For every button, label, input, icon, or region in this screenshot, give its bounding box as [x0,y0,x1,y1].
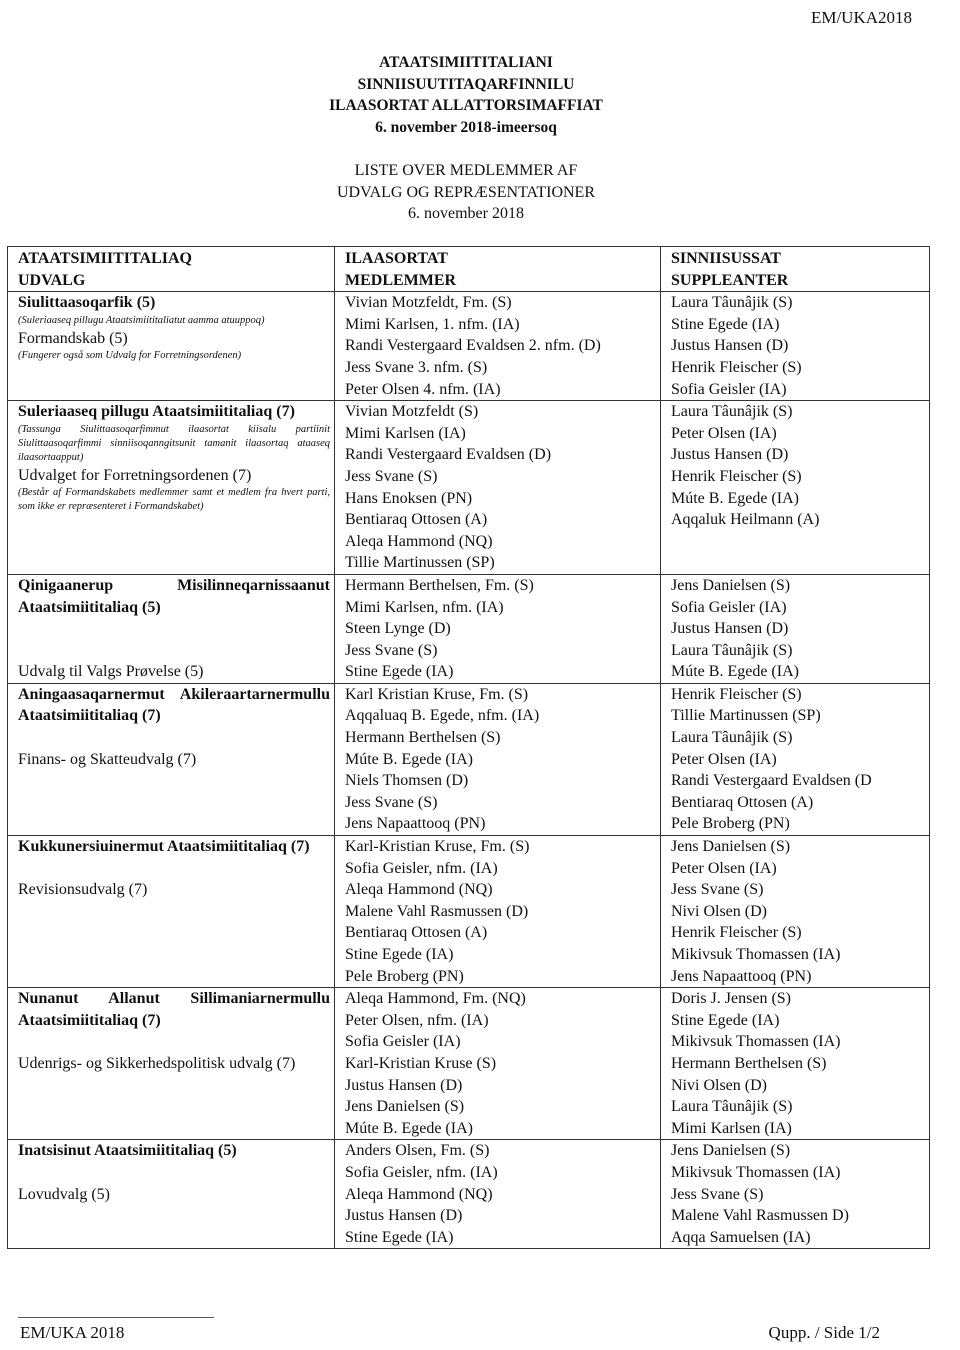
substitute-name: Jens Danielsen (S) [671,1142,791,1160]
member-name: Vivian Motzfeldt (S) [345,403,479,421]
footer-rule [18,1317,214,1318]
member-name: Peter Olsen, nfm. (IA) [345,1011,489,1029]
member-name: Karl Kristian Kruse, Fm. (S) [345,685,529,703]
table-row [8,836,930,988]
substitute-name: Tillie Martinussen (SP) [671,707,821,725]
header-line: ATAATSIMIITITALIAQ [18,250,192,267]
committee-name-kl: Inatsisinut Ataatsimiititaliaq (5) [18,1142,237,1160]
header-line: SINNIISUSSAT [671,250,781,267]
committee-note-kl: (Tassunga Siulittaasoqarfimmut ilaasortat kiisalu partiinit Siulittaasoqarfimmi sinniisoqanngitsunit tamanit ilaasortaq ataaseq ilaasortaapput) [18,423,330,463]
table-row [8,574,930,683]
subtitle-line: UDVALG OG REPRÆSENTATIONER [337,183,595,201]
committee-cell [8,574,335,683]
committee-note-da: (Fungerer også som Udvalg for Forretningsordenen) [18,350,242,362]
substitute-name: Stine Egede (IA) [671,1011,780,1029]
substitute-name: Jess Svane (S) [671,881,764,899]
member-name: Aleqa Hammond (NQ) [345,532,493,550]
substitute-name: Nivi Olsen (D) [671,902,767,920]
header-line: UDVALG [18,271,86,289]
table-row [8,1140,930,1249]
member-name: Bentiaraq Ottosen (A) [345,924,488,942]
substitute-name: Mimi Karlsen (IA) [671,1119,792,1137]
substitute-name: Jess Svane (S) [671,1185,764,1203]
substitute-name: Jens Napaattooq (PN) [671,967,812,985]
substitute-name: Múte B. Egede (IA) [671,489,799,507]
member-name: Aleqa Hammond, Fm. (NQ) [345,990,526,1008]
table-header-row [8,247,930,292]
committee-name-kl: Qinigaanerup Misilinneqarnissaanut Ataatsimiititaliaq (5) [18,576,330,616]
substitute-name: Peter Olsen (IA) [671,859,777,877]
member-name: Stine Egede (IA) [345,1228,454,1246]
members-cell [335,574,661,683]
committee-name-kl: Kukkunersiuinermut Ataatsimiititaliaq (7) [18,838,310,856]
member-name: Randi Vestergaard Evaldsen 2. nfm. (D) [345,337,601,355]
member-name: Sofia Geisler (IA) [345,1033,461,1051]
substitute-name: Henrik Fleischer (S) [671,358,802,376]
substitute-name: Sofia Geisler (IA) [671,380,787,398]
substitute-name: Jens Danielsen (S) [671,838,791,856]
committee-name-da: Udvalget for Forretningsordenen (7) [18,466,252,484]
member-name: Mimi Karlsen (IA) [345,424,466,442]
committee-name-da: Udvalg til Valgs Prøvelse (5) [18,663,204,681]
member-name: Anders Olsen, Fm. (S) [345,1142,490,1160]
table-row [8,401,930,575]
substitutes-cell [661,683,930,835]
subtitle-line: 6. november 2018 [408,205,524,222]
member-name: Vivian Motzfeldt, Fm. (S) [345,294,512,312]
member-name: Peter Olsen 4. nfm. (IA) [345,380,501,398]
committee-name-kl: Suleriaaseq pillugu Ataatsimiititaliaq (7) [18,403,295,421]
substitute-name: Stine Egede (IA) [671,315,780,333]
members-cell [335,988,661,1140]
document-reference: EM/UKA2018 [810,8,912,27]
member-name: Randi Vestergaard Evaldsen (D) [345,446,552,464]
member-name: Aqqaluaq B. Egede, nfm. (IA) [345,707,540,725]
column-header-substitutes [661,247,930,292]
substitute-name: Henrik Fleischer (S) [671,467,802,485]
member-name: Sofia Geisler, nfm. (IA) [345,859,498,877]
member-name: Stine Egede (IA) [345,946,454,963]
substitute-name: Aqqa Samuelsen (IA) [671,1228,811,1246]
member-name: Steen Lynge (D) [345,620,451,638]
substitute-name: Bentiaraq Ottosen (A) [671,793,814,811]
substitute-name: Henrik Fleischer (S) [671,924,802,942]
members-cell [335,292,661,401]
member-name: Aleqa Hammond (NQ) [345,881,493,899]
column-header-committee [8,247,335,292]
substitute-name: Aqqaluk Heilmann (A) [671,511,820,529]
members-cell [335,683,661,835]
substitute-name: Hermann Berthelsen (S) [671,1054,827,1072]
committee-name-da: Finans- og Skatteudvalg (7) [18,750,197,768]
title-line: ATAATSIMIITITALIANI [379,54,553,71]
committee-cell [8,401,335,575]
member-name: Jess Svane (S) [345,467,438,485]
committee-cell [8,1140,335,1249]
committee-cell [8,836,335,988]
member-name: Bentiaraq Ottosen (A) [345,511,488,529]
committee-name-da: Formandskab (5) [18,329,128,347]
member-name: Malene Vahl Rasmussen (D) [345,902,529,920]
footer-reference: EM/UKA 2018 [20,1323,125,1342]
substitute-name: Laura Tâunâjik (S) [671,294,793,312]
substitutes-cell [661,988,930,1140]
member-name: Mimi Karlsen, 1. nfm. (IA) [345,315,520,333]
substitute-name: Jens Danielsen (S) [671,576,791,594]
substitutes-cell [661,836,930,988]
member-name: Justus Hansen (D) [345,1076,463,1094]
member-name: Jens Napaattooq (PN) [345,815,486,833]
member-name: Mimi Karlsen, nfm. (IA) [345,598,504,616]
member-name: Tillie Martinussen (SP) [345,554,495,572]
substitute-name: Nivi Olsen (D) [671,1076,767,1094]
substitute-name: Peter Olsen (IA) [671,424,777,442]
title-line: 6. november 2018-imeersoq [375,118,557,136]
substitute-name: Mikivsuk Thomassen (IA) [671,946,841,963]
member-name: Justus Hansen (D) [345,1207,463,1225]
committee-note-da: (Består af Formandskabets medlemmer samt et medlem fra hvert parti, som ikke er repræsenteret i Formandskabet) [18,487,330,513]
member-name: Jess Svane (S) [345,793,438,811]
title-line: SINNIISUUTITAQARFINNILU [357,75,575,93]
header-line: SUPPLEANTER [671,271,789,289]
member-name: Múte B. Egede (IA) [345,1119,473,1137]
member-name: Karl-Kristian Kruse (S) [345,1054,497,1072]
members-cell [335,401,661,575]
member-name: Pele Broberg (PN) [345,967,464,985]
substitute-name: Laura Tâunâjik (S) [671,641,793,659]
member-name: Stine Egede (IA) [345,663,454,681]
table-row [8,988,930,1140]
substitute-name: Múte B. Egede (IA) [671,663,799,681]
member-name: Niels Thomsen (D) [345,772,469,790]
committee-name-kl: Nunanut Allanut Sillimaniarnermullu Ataatsimiititaliaq (7) [18,990,330,1029]
table-row [8,683,930,835]
substitute-name: Peter Olsen (IA) [671,750,777,768]
title-line: ILAASORTAT ALLATTORSIMAFFIAT [329,97,603,114]
document-title [0,52,932,138]
member-name: Hermann Berthelsen, Fm. (S) [345,576,534,594]
member-name: Jens Danielsen (S) [345,1098,465,1116]
substitute-name: Justus Hansen (D) [671,337,789,355]
committee-name-da: Lovudvalg (5) [18,1185,110,1203]
member-name: Jess Svane 3. nfm. (S) [345,358,488,376]
substitute-name: Laura Tâunâjik (S) [671,1098,793,1116]
substitute-name: Justus Hansen (D) [671,446,789,464]
substitutes-cell [661,292,930,401]
substitute-name: Doris J. Jensen (S) [671,990,791,1008]
member-name: Hans Enoksen (PN) [345,489,473,507]
member-name: Jess Svane (S) [345,641,438,659]
committee-table [7,246,930,1249]
substitute-name: Mikivsuk Thomassen (IA) [671,1033,841,1051]
members-cell [335,836,661,988]
substitute-name: Sofia Geisler (IA) [671,598,787,616]
header-line: ILAASORTAT [345,250,448,267]
member-name: Hermann Berthelsen (S) [345,729,501,747]
substitute-name: Justus Hansen (D) [671,620,789,638]
committee-cell [8,988,335,1140]
page-number: Qupp. / Side 1/2 [768,1323,880,1342]
member-name: Karl-Kristian Kruse, Fm. (S) [345,838,530,856]
substitute-name: Laura Tâunâjik (S) [671,729,793,747]
committee-name-kl: Aningaasaqarnermut Akileraartarnermullu Ataatsimiititaliaq (7) [18,685,330,725]
document-subtitle [0,160,932,225]
header-line: MEDLEMMER [345,271,457,289]
substitutes-cell [661,1140,930,1249]
substitutes-cell [661,401,930,575]
member-name: Aleqa Hammond (NQ) [345,1185,493,1203]
committee-note-kl: (Suleriaaseq pillugu Ataatsimiititaliatut aamma atuuppoq) [18,314,265,326]
committee-cell [8,683,335,835]
table-row [8,292,930,401]
committee-name-da: Udenrigs- og Sikkerhedspolitisk udvalg (7) [18,1054,296,1072]
member-name: Sofia Geisler, nfm. (IA) [345,1163,498,1181]
member-name: Múte B. Egede (IA) [345,750,473,768]
committee-cell [8,292,335,401]
substitute-name: Malene Vahl Rasmussen D) [671,1207,849,1225]
substitute-name: Pele Broberg (PN) [671,815,790,833]
committee-name-da: Revisionsudvalg (7) [18,881,148,899]
column-header-members [335,247,661,292]
substitute-name: Laura Tâunâjik (S) [671,403,793,421]
substitute-name: Mikivsuk Thomassen (IA) [671,1163,841,1181]
committee-name-kl: Siulittaasoqarfik (5) [18,294,156,312]
subtitle-line: LISTE OVER MEDLEMMER AF [354,162,578,179]
substitutes-cell [661,574,930,683]
substitute-name: Randi Vestergaard Evaldsen (D [671,772,872,790]
members-cell [335,1140,661,1249]
substitute-name: Henrik Fleischer (S) [671,685,802,703]
